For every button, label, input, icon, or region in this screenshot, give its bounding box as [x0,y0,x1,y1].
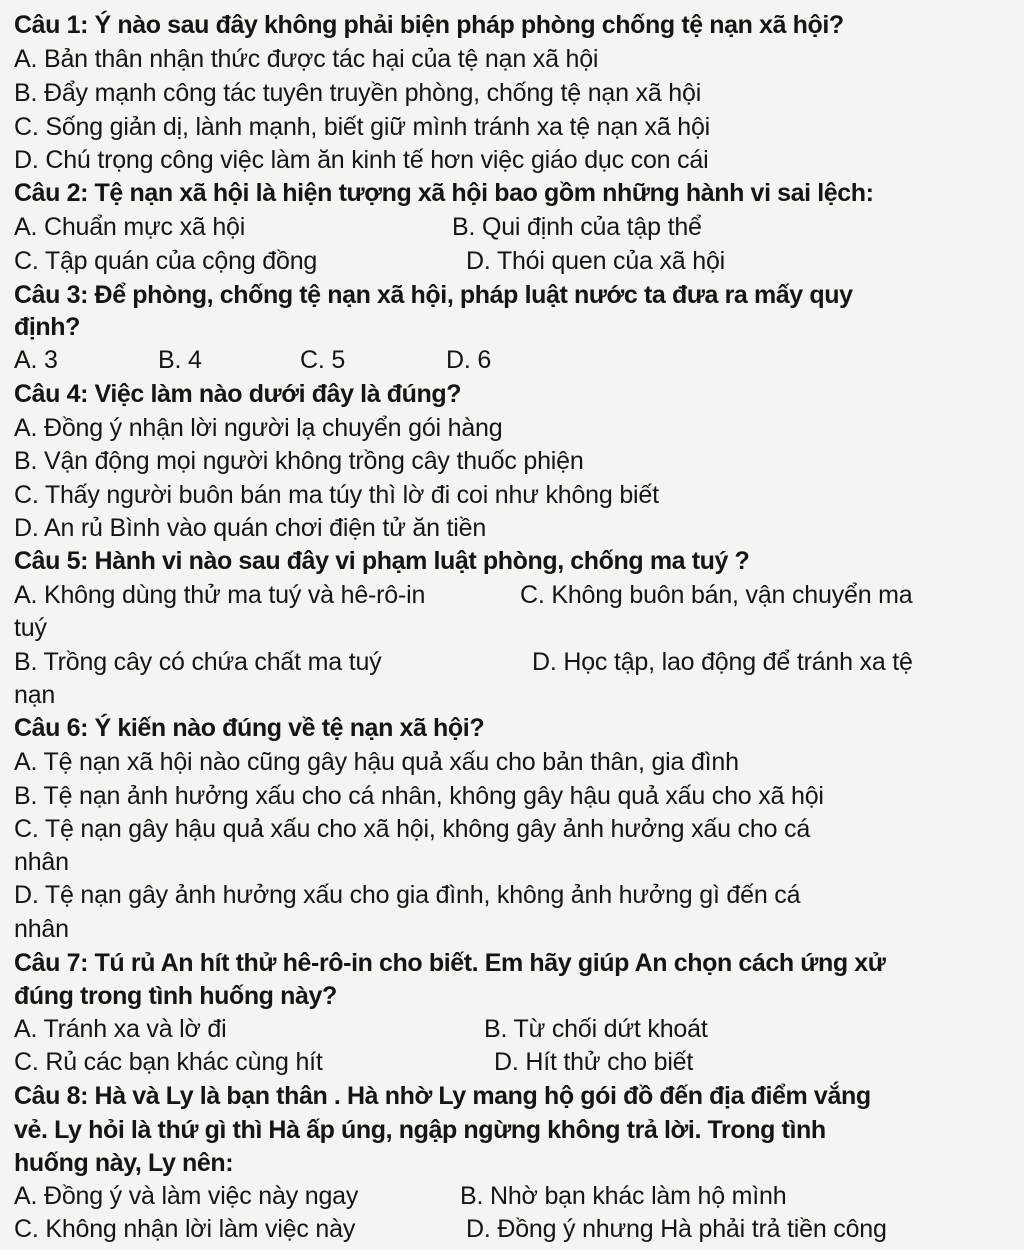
question-4-option-b: B. Vận động mọi người không trồng cây thuốc phiện [14,447,584,475]
question-7-option-d: D. Hít thử cho biết [494,1048,694,1076]
question-2-option-d: D. Thói quen của xã hội [466,247,725,275]
question-7-option-c: C. Rủ các bạn khác cùng hít [14,1048,323,1076]
question-6-option-d: D. Tệ nạn gây ảnh hưởng xấu cho gia đình, không ảnh hưởng gì đến cá [14,881,801,909]
question-8-option-b: B. Nhờ bạn khác làm hộ mình [460,1182,787,1210]
question-8-stem-cont-2: huống này, Ly nên: [14,1149,234,1177]
question-8-option-c: C. Không nhận lời làm việc này [14,1215,356,1243]
question-1-option-d: D. Chú trọng công việc làm ăn kinh tế hơn việc giáo dục con cái [14,146,709,174]
question-2-option-b: B. Qui định của tập thể [452,213,702,241]
question-7-stem: Câu 7: Tú rủ An hít thử hê-rô-in cho biết. Em hãy giúp An chọn cách ứng xử [14,949,886,977]
question-7-option-b: B. Từ chối dứt khoát [484,1015,708,1043]
question-4-option-d: D. An rủ Bình vào quán chơi điện tử ăn tiền [14,514,487,542]
question-1-option-b: B. Đẩy mạnh công tác tuyên truyền phòng, chống tệ nạn xã hội [14,79,702,107]
question-3-option-a: A. 3 [14,346,58,374]
question-4-option-c: C. Thấy người buôn bán ma túy thì lờ đi coi như không biết [14,481,659,509]
question-2-stem: Câu 2: Tệ nạn xã hội là hiện tượng xã hội bao gồm những hành vi sai lệch: [14,179,874,207]
question-6-option-c-cont: nhân [14,848,69,876]
question-3-option-b: B. 4 [158,346,202,374]
question-5-option-d: D. Học tập, lao động để tránh xa tệ [532,648,913,676]
question-1-option-c: C. Sống giản dị, lành mạnh, biết giữ mình tránh xa tệ nạn xã hội [14,113,711,141]
question-1-stem: Câu 1: Ý nào sau đây không phải biện pháp phòng chống tệ nạn xã hội? [14,11,844,39]
question-2-option-c: C. Tập quán của cộng đồng [14,247,318,275]
question-8-stem-cont-1: vẻ. Ly hỏi là thứ gì thì Hà ấp úng, ngập ngừng không trả lời. Trong tình [14,1116,826,1144]
question-6-option-a: A. Tệ nạn xã hội nào cũng gây hậu quả xấu cho bản thân, gia đình [14,748,739,776]
question-3-stem: Câu 3: Để phòng, chống tệ nạn xã hội, pháp luật nước ta đưa ra mấy quy [14,281,853,309]
question-7-stem-cont: đúng trong tình huống này? [14,982,337,1010]
question-6-stem: Câu 6: Ý kiến nào đúng về tệ nạn xã hội? [14,714,485,742]
question-5-option-b: B. Trồng cây có chứa chất ma tuý [14,648,382,676]
question-8-option-a: A. Đồng ý và làm việc này ngay [14,1182,359,1210]
question-5-option-c-cont: tuý [14,614,47,642]
question-4-stem: Câu 4: Việc làm nào dưới đây là đúng? [14,380,462,408]
question-7-option-a: A. Tránh xa và lờ đi [14,1015,227,1043]
question-6-option-b: B. Tệ nạn ảnh hưởng xấu cho cá nhân, không gây hậu quả xấu cho xã hội [14,782,824,810]
question-3-stem-cont: định? [14,313,81,341]
question-8-option-d: D. Đồng ý nhưng Hà phải trả tiền công [466,1215,887,1243]
question-6-option-c: C. Tệ nạn gây hậu quả xấu cho xã hội, không gây ảnh hưởng xấu cho cá [14,815,811,843]
question-5-option-a: A. Không dùng thử ma tuý và hê-rô-in [14,581,426,609]
question-5-option-c: C. Không buôn bán, vận chuyển ma [520,581,913,609]
question-6-option-d-cont: nhân [14,915,69,943]
question-5-stem: Câu 5: Hành vi nào sau đây vi phạm luật phòng, chống ma tuý ? [14,547,750,575]
question-3-option-c: C. 5 [300,346,346,374]
question-4-option-a: A. Đồng ý nhận lời người lạ chuyển gói hàng [14,414,503,442]
question-5-option-d-cont: nạn [14,681,56,709]
question-8-stem: Câu 8: Hà và Ly là bạn thân . Hà nhờ Ly mang hộ gói đồ đến địa điểm vắng [14,1082,871,1110]
question-3-option-d: D. 6 [446,346,492,374]
question-2-option-a: A. Chuẩn mực xã hội [14,213,246,241]
question-1-option-a: A. Bản thân nhận thức được tác hại của tệ nạn xã hội [14,45,599,73]
